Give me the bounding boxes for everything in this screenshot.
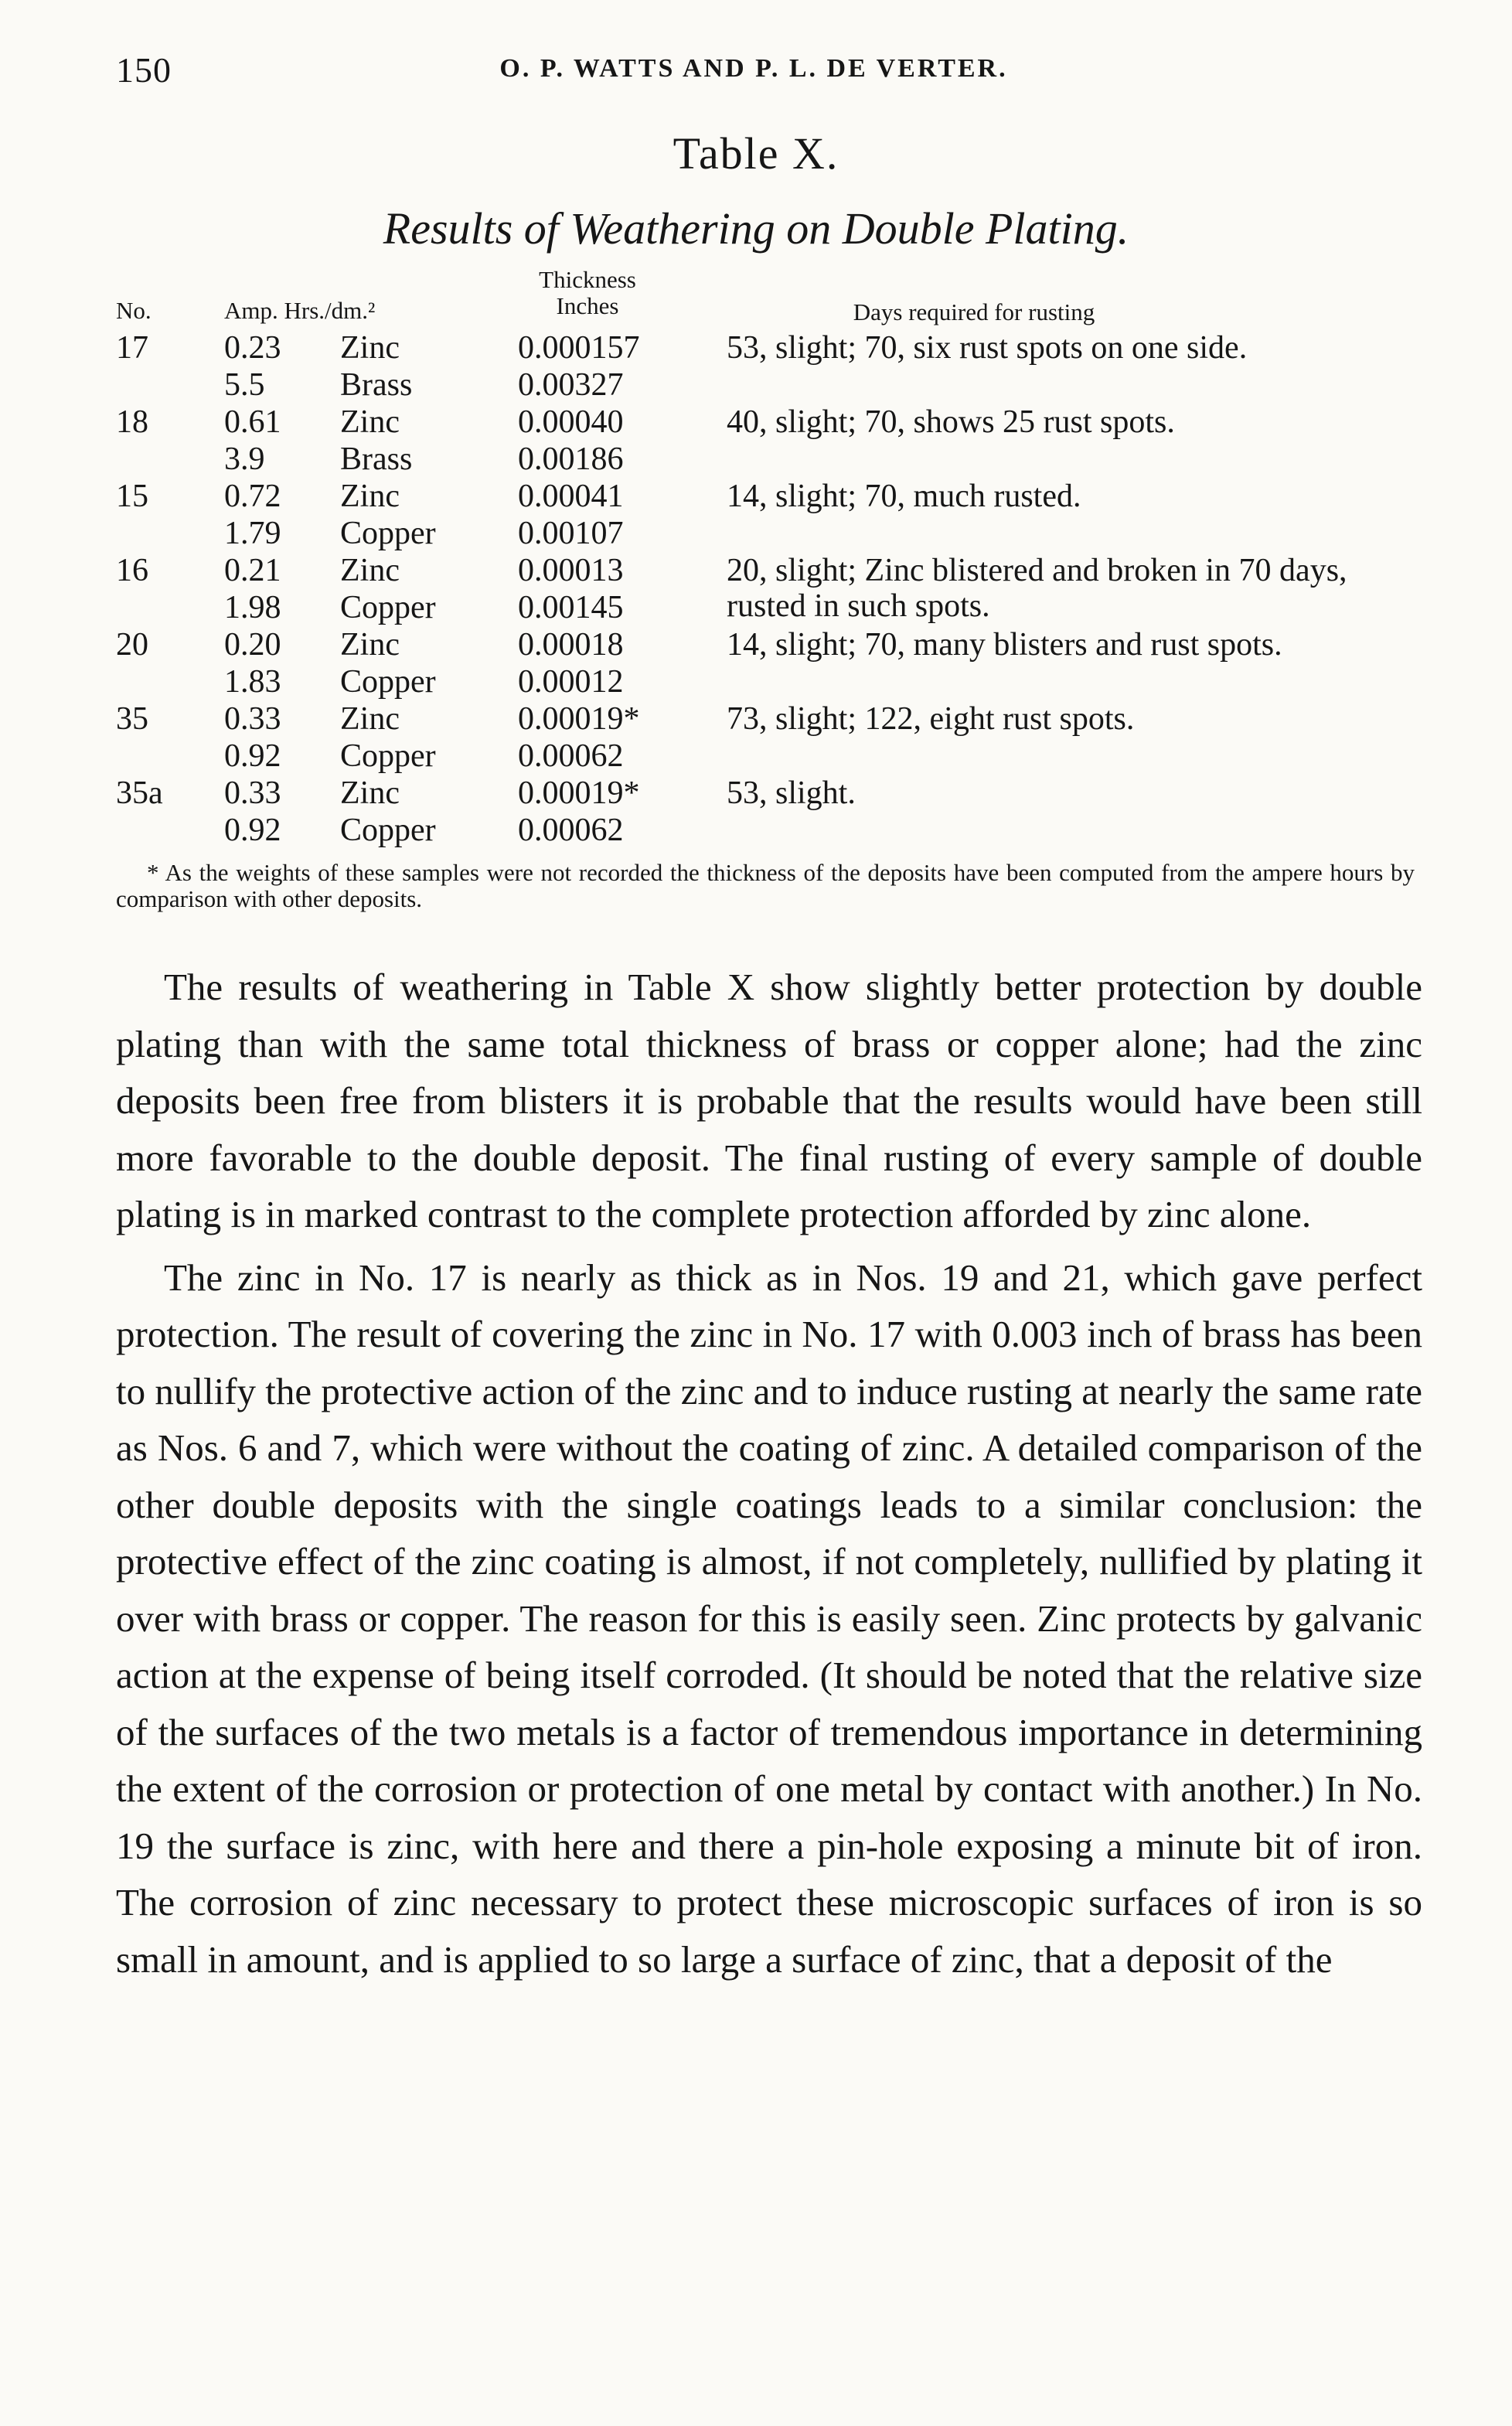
thickness: 0.00062 [518,813,624,848]
sample-no: 16 [116,553,148,588]
thickness: 0.00062 [518,738,624,774]
table-row [116,330,1415,404]
days-required: 14, slight; 70, many blisters and rust spots. [727,627,1282,663]
thickness: 0.000157 [518,330,640,366]
sample-no: 20 [116,627,148,663]
thickness: 0.00327 [518,367,624,403]
metal: Brass [340,441,413,477]
metal: Copper [340,664,436,700]
amp-hours: 0.23 [224,330,281,366]
metal: Zinc [340,479,400,514]
sample-no: 35a [116,775,163,811]
days-required: 73, slight; 122, eight rust spots. [727,701,1135,737]
paragraph: The zinc in No. 17 is nearly as thick as in Nos. 19 and 21, which gave perfect protection. The result of covering the zinc in No. 17 with 0.003 inch of brass has been to nullify the protective action of the zinc and to induce rusting at nearly the same rate as Nos. 6 and 7, which were without the coating of zinc. A detailed comparison of the other double deposits with the single coatings leads to a similar conclusion: the protective effect of the zinc coating is almost, if not completely, nullified by plating it over with brass or copper. The reason for this is easily seen. Zinc protects by galvanic action at the expense of being itself corroded. (It should be noted that the relative size of the surfaces of the two metals is a factor of tremendous importance in determining the extent of the corrosion or protection of one metal by contact with another.) In No. 19 the surface is zinc, with here and there a pin-hole exposing a minute bit of iron. The corrosion of zinc necessary to protect these microscopic surfaces of iron is so small in amount, and is applied to so large a surface of zinc, that a deposit of the [116,1256,1422,1981]
table-row [116,553,1415,627]
table-row [116,404,1415,479]
metal: Zinc [340,701,400,737]
thickness: 0.00107 [518,516,624,551]
days-required: 40, slight; 70, shows 25 rust spots. [727,404,1175,440]
metal: Brass [340,367,413,403]
thickness: 0.00145 [518,590,624,625]
paragraph: The results of weathering in Table X show slightly better protection by double plating than with the same total thickness of brass or copper alone; had the zinc deposits been free from blisters it is probable that the results would have been still more favorable to the double deposit. The final rusting of every sample of double plating is in marked contrast to the complete protection afforded by zinc alone. [116,966,1422,1235]
table-caption: Results of Weathering on Double Plating. [383,203,1129,254]
amp-hours: 1.83 [224,664,281,700]
page-number: 150 [116,50,172,90]
thickness: 0.00013 [518,553,624,588]
amp-hours: 0.20 [224,627,281,663]
sample-no: 17 [116,330,148,366]
header-amp-hours: Amp. Hrs./dm.² [224,297,376,324]
running-head: O. P. WATTS AND P. L. DE VERTER. [499,54,1008,83]
thickness: 0.00186 [518,441,624,477]
days-required: 20, slight; Zinc blistered and broken in 70 days, rusted in such spots. [727,553,1347,624]
amp-hours: 0.92 [224,813,281,848]
metal: Zinc [340,330,400,366]
metal: Copper [340,813,436,848]
body-text [116,959,1422,1994]
amp-hours: 0.92 [224,738,281,774]
metal: Zinc [340,404,400,440]
amp-hours: 0.61 [224,404,281,440]
sample-no: 15 [116,479,148,514]
page-header [116,49,1391,104]
thickness: 0.00019* [518,775,640,811]
amp-hours: 1.79 [224,516,281,551]
thickness: 0.00019* [518,701,640,737]
metal: Zinc [340,553,400,588]
thickness: 0.00012 [518,664,624,700]
table-title: Table X. [673,128,839,179]
thickness: 0.00041 [518,479,624,514]
metal: Zinc [340,775,400,811]
amp-hours: 5.5 [224,367,265,403]
table-row [116,479,1415,553]
metal: Copper [340,590,436,625]
header-no: No. [116,297,152,324]
amp-hours: 1.98 [224,590,281,625]
amp-hours: 0.33 [224,775,281,811]
days-required: 53, slight; 70, six rust spots on one side. [727,330,1248,366]
amp-hours: 0.33 [224,701,281,737]
metal: Copper [340,516,436,551]
sample-no: 35 [116,701,148,737]
days-required: 53, slight. [727,775,856,811]
table-row [116,627,1415,701]
sample-no: 18 [116,404,148,440]
amp-hours: 0.21 [224,553,281,588]
thickness: 0.00018 [518,627,624,663]
table-header [116,267,1415,330]
metal: Copper [340,738,436,774]
thickness: 0.00040 [518,404,624,440]
metal: Zinc [340,627,400,663]
header-days-rusting: Days required for rusting [853,298,1095,325]
amp-hours: 3.9 [224,441,265,477]
weathering-table [116,267,1415,850]
table-row [116,701,1415,775]
days-required: 14, slight; 70, much rusted. [727,479,1081,514]
table-footnote: * As the weights of these samples were not recorded the thickness of the deposits have been computed from the ampere hours by comparison with other deposits. [116,859,1415,912]
header-thickness: Thickness Inches [539,266,636,319]
amp-hours: 0.72 [224,479,281,514]
table-row [116,775,1415,850]
